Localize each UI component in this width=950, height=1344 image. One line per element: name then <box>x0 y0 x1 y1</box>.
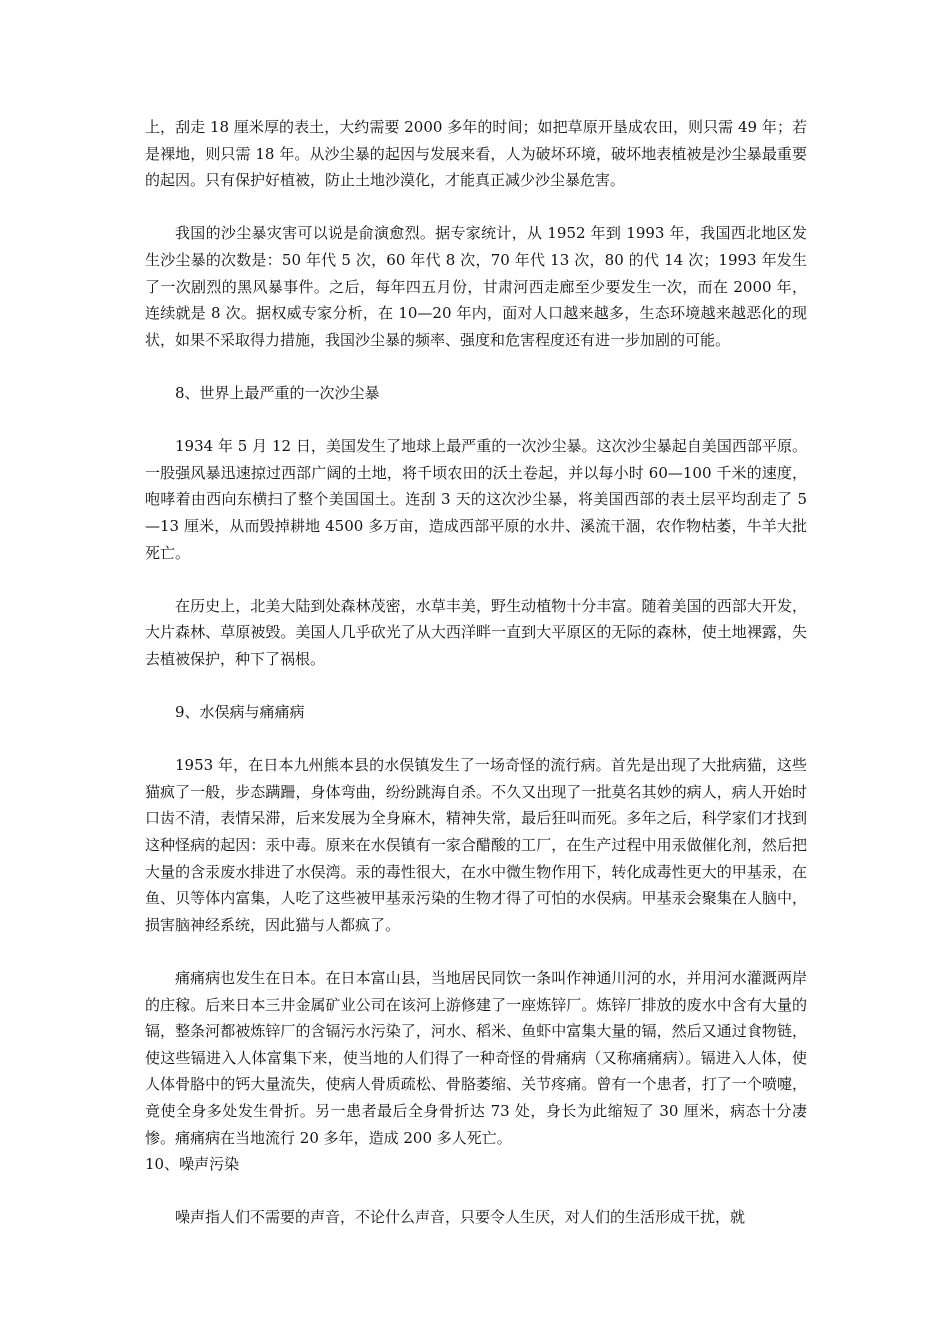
paragraph-spacer <box>145 407 807 434</box>
paragraph-spacer <box>145 566 807 593</box>
paragraph-sandstorm-causes: 上，刮走 18 厘米厚的表土，大约需要 2000 多年的时间；如把草原开垦成农田，则只需 49 年；若是裸地，则只需 18 年。从沙尘暴的起因与发展来看，人为破坏环境，破坏地表植被是沙尘暴最重要的起因。只有保护好植被，防止土地沙漠化，才能真正减少沙尘暴危害。 <box>145 118 807 190</box>
paragraph-noise-definition: 噪声指人们不需要的声音，不论什么声音，只要令人生厌，对人们的生活形成干扰，就 <box>175 1208 746 1227</box>
paragraph-itai-itai-disease: 痛痛病也发生在日本。在日本富山县，当地居民同饮一条叫作神通川河的水，并用河水灌溉两岸的庄稼。后来日本三井金属矿业公司在该河上游修建了一座炼锌厂。炼锌厂排放的废水中含有大量的镉，整条河都被炼锌厂的含镉污水污染了，河水、稻米、鱼虾中富集大量的镉，然后又通过食物链，使这些镉进入人体富集下来，使当地的人们得了一种奇怪的骨痛病（又称痛痛病）。镉进入人体，使人体骨胳中的钙大量流失，使病人骨质疏松、骨胳萎缩、关节疼痛。曾有一个患者，打了一个喷嚏，竟使全身多处发生骨折。另一患者最后全身骨折达 73 处，身长为此缩短了 30 厘米，病态十分凄惨。痛痛病在当地流行 20 多年，造成 200 多人死亡。 <box>145 969 807 1147</box>
section-heading-10: 10、噪声污染 <box>145 1155 240 1174</box>
paragraph-spacer <box>145 353 807 380</box>
section-heading-8: 8、世界上最严重的一次沙尘暴 <box>175 383 380 402</box>
paragraph-spacer <box>145 938 807 965</box>
paragraph-china-sandstorm-statistics: 我国的沙尘暴灾害可以说是俞演愈烈。据专家统计，从 1952 年到 1993 年，我国西北地区发生沙尘暴的次数是：50 年代 5 次，60 年代 8 次，70 年代 13 次，80 的代 14 次；1993 年发生了一次剧烈的黑风暴事件。之后，每年四五月份，甘肃河西走廊至少要发生一次，而在 2000 年，连续就是 8 次。据权威专家分析，在 10—20 年内，面对人口越来越多，生态环境越来越恶化的现状，如果不采取得力措施，我国沙尘暴的频率、强度和危害程度还有进一步加剧的可能。 <box>145 224 807 349</box>
paragraph-spacer <box>145 672 807 699</box>
paragraph-minamata-disease: 1953 年，在日本九州熊本县的水俣镇发生了一场奇怪的流行病。首先是出现了大批病猫，这些猫疯了一般，步态蹒跚，身体弯曲，纷纷跳海自杀。不久又出现了一批莫名其妙的病人，病人开始时口齿不清，表情呆滞，后来发展为全身麻木，精神失常，最后狂叫而死。多年之后，科学家们才找到这种怪病的起因：汞中毒。原来在水俣镇有一家合醋酸的工厂，在生产过程中用汞做催化剂，然后把大量的含汞废水排进了水俣湾。汞的毒性很大，在水中微生物作用下，转化成毒性更大的甲基汞，在鱼、贝等体内富集，人吃了这些被甲基汞污染的生物才得了可怕的水俣病。甲基汞会聚集在人脑中，损害脑神经系统，因此猫与人都疯了。 <box>145 756 807 934</box>
paragraph-1934-us-sandstorm: 1934 年 5 月 12 日，美国发生了地球上最严重的一次沙尘暴。这次沙尘暴起自美国西部平原。一股强风暴迅速掠过西部广阔的土地，将千顷农田的沃土卷起，并以每小时 60—100 千米的速度，咆哮着由西向东横扫了整个美国国土。连刮 3 天的这次沙尘暴，将美国西部的表土层平均刮走了 5—13 厘米，从而毁掉耕地 4500 多万亩，造成西部平原的水井、溪流干涸，农作物枯萎，牛羊大批死亡。 <box>145 437 807 562</box>
paragraph-spacer <box>145 726 807 753</box>
paragraph-spacer <box>145 194 807 221</box>
paragraph-north-america-history: 在历史上，北美大陆到处森林茂密，水草丰美，野生动植物十分丰富。随着美国的西部大开发，大片森林、草原被毁。美国人几乎砍光了从大西洋畔一直到大平原区的无际的森林，使土地裸露，失去植被保护，种下了祸根。 <box>145 596 807 668</box>
paragraph-spacer <box>145 1178 807 1205</box>
document-body <box>145 114 807 1231</box>
section-heading-9: 9、水俣病与痛痛病 <box>175 703 305 722</box>
